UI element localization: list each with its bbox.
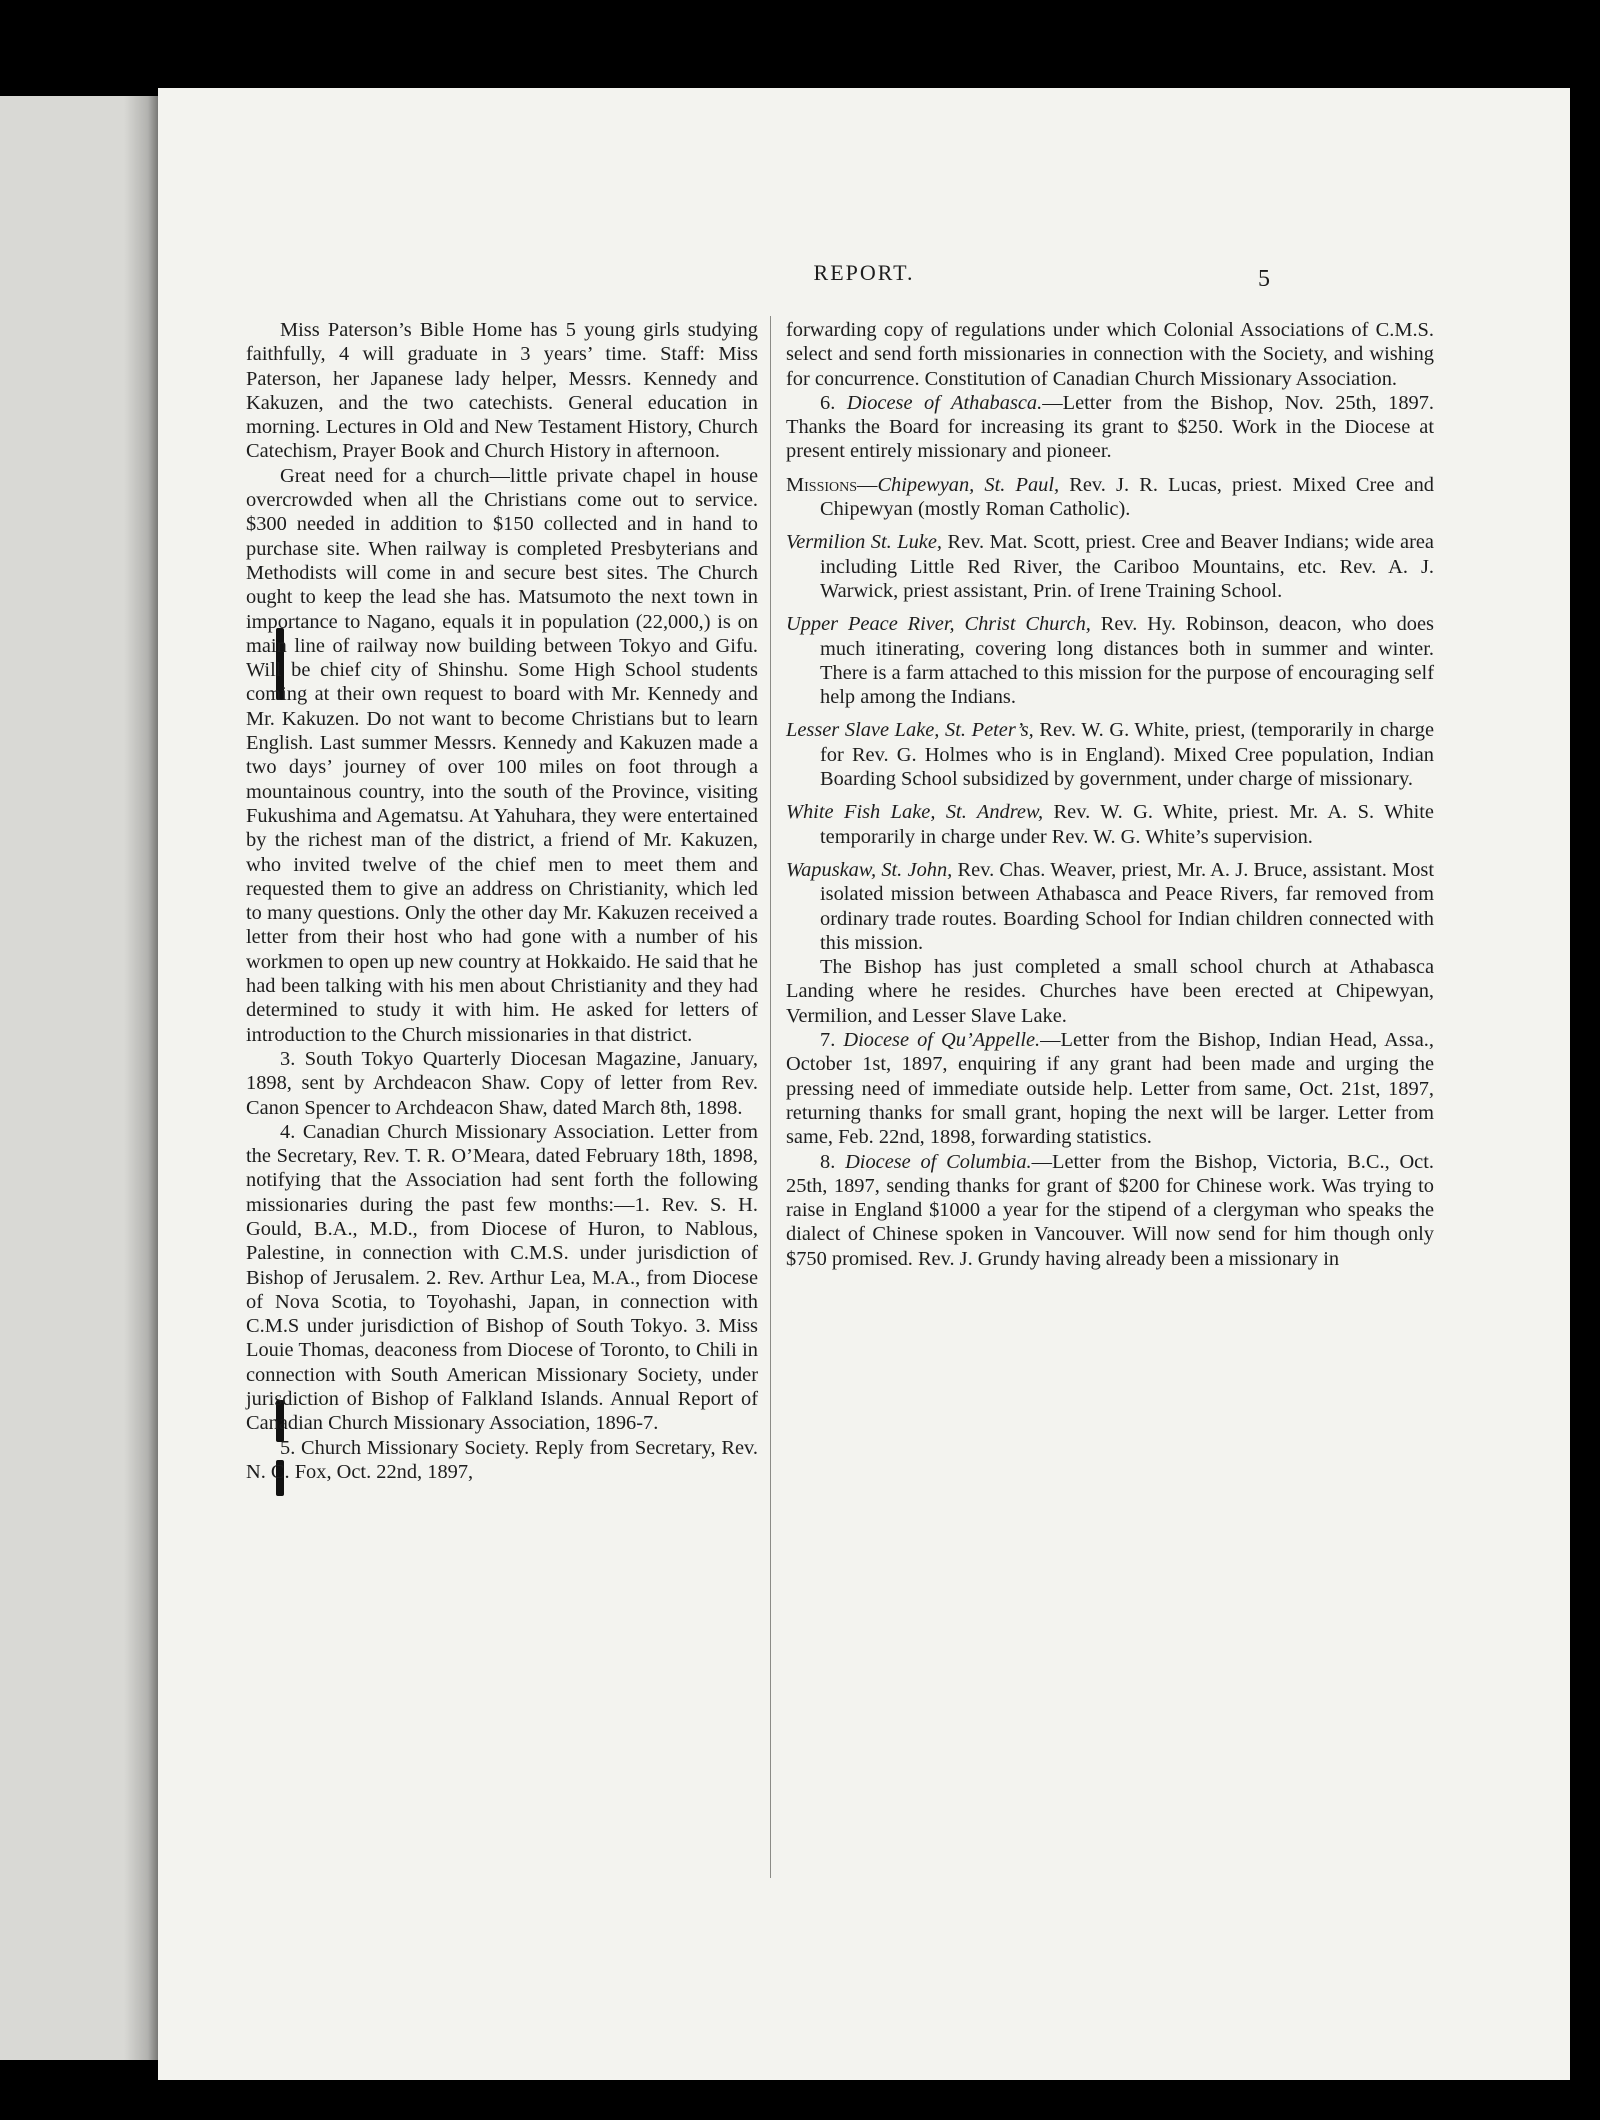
- mission-entry: [786, 530, 1434, 603]
- mission-place: Vermilion St. Luke,: [786, 531, 942, 554]
- mission-entry: [786, 718, 1434, 791]
- paragraph: 4. Canadian Church Missionary Association. Letter from the Secretary, Rev. T. R. O’Meara, dated February 18th, 1898, notifying that the Association had sent forth the following missionaries during the past few months:—1. Rev. S. H. Gould, B.A., M.D., from Diocese of Huron, to Nablous, Palestine, in connection with C.M.S. under jurisdiction of Bishop of Jerusalem. 2. Rev. Arthur Lea, M.A., from Diocese of Nova Scotia, to Toyohashi, Japan, in connection with C.M.S under jurisdiction of Bishop of South Tokyo. 3. Miss Louie Thomas, deaconess from Diocese of Toronto, to Chili in connection with South American Missionary Society, under jurisdiction of Bishop of Falkland Islands. Annual Report of Canadian Church Missionary Association, 1896-7.: [246, 1120, 758, 1435]
- item-number: 7.: [820, 1029, 836, 1052]
- left-column: [246, 318, 758, 1484]
- item-number: 6.: [820, 391, 836, 414]
- mission-place: White Fish Lake, St. Andrew,: [786, 801, 1044, 824]
- mission-text: Rev. W. G. White, priest, (temporarily in charge for Rev. G. Holmes who is in England). Mixed Cree population, Indian Boarding School subsidized by government, under charge of missionary.: [820, 719, 1435, 791]
- mission-text: Rev. Mat. Scott, priest. Cree and Beaver Indians; wide area including Little Red River, the Cariboo Mountains, etc. Rev. A. J. Warwick, priest assistant, Prin. of Irene Training School.: [820, 531, 1434, 602]
- item-number: 8.: [820, 1150, 836, 1173]
- diocese-columbia-paragraph: [786, 1150, 1434, 1271]
- facing-page-edge: [0, 96, 158, 2060]
- paragraph: forwarding copy of regulations under which Colonial Associations of C.M.S. select and send forth missionaries in connection with the Society, and wishing for concurrence. Constitution of Canadian Church Missionary Association.: [786, 319, 1434, 390]
- paragraph-text: —Letter from the Bishop, Nov. 25th, 1897. Thanks the Board for increasing its grant to $250. Work in the Diocese at present entirely missionary and pioneer.: [786, 391, 1434, 463]
- mission-place: Upper Peace River, Christ Church,: [786, 613, 1091, 636]
- diocese-heading: Diocese of Columbia.: [845, 1150, 1032, 1173]
- mission-text: Rev. J. R. Lucas, priest. Mixed Cree and Chipewyan (mostly Roman Catholic).: [820, 473, 1434, 521]
- mission-place: Chipewyan, St. Paul,: [877, 473, 1060, 496]
- mission-text: Rev. Hy. Robinson, deacon, who does much itinerating, covering long distances both in summer and winter. There is a farm attached to this mission for the purpose of encouraging self help among the Indians.: [820, 613, 1434, 709]
- paragraph: 3. South Tokyo Quarterly Diocesan Magazine, January, 1898, sent by Archdeacon Shaw. Copy of letter from Rev. Canon Spencer to Archdeacon Shaw, dated March 8th, 1898.: [246, 1047, 758, 1119]
- paragraph: Great need for a church—little private chapel in house overcrowded when all the Christians come out to service. $300 needed in addition to $150 collected and in hand to purchase site. When railway is completed Presbyterians and Methodists will come in and secure best sites. The Church ought to keep the lead she has. Matsumoto the next town in importance to Nagano, equals it in population (22,000,) is on main line of railway now building between Tokyo and Gifu. Will be chief city of Shinshu. Some High School students coming at their own request to board with Mr. Kennedy and Mr. Kakuzen. Do not want to become Christians but to learn English. Last summer Messrs. Kennedy and Kakuzen made a two days’ journey of over 100 miles on foot through a mountainous country, into the south of the Province, visiting Fukushima and Agematsu. At Yahuhara, they were entertained by the richest man of the district, a friend of Mr. Kakuzen, who invited twelve of the chief men to meet them and requested them to give an address on Christianity, which led to many questions. Only the other day Mr. Kakuzen received a letter from their host who had gone with a number of his workmen to open up new country at Hokkaido. He said that he had been talking with his men about Christianity and they had determined to study it with him. He asked for letters of introduction to the Church missionaries in that district.: [246, 464, 758, 1046]
- diocese-athabasca-paragraph: [786, 391, 1434, 464]
- report-page: [158, 88, 1570, 2080]
- mission-text: Rev. W. G. White, priest. Mr. A. S. White temporarily in charge under Rev. W. G. White’s supervision.: [820, 801, 1434, 848]
- page-number: 5: [1258, 266, 1270, 292]
- diocese-heading: Diocese of Athabasca.: [846, 391, 1043, 414]
- mission-place: Wapuskaw, St. John,: [786, 858, 953, 881]
- paragraph: 5. Church Missionary Society. Reply from Secretary, Rev. N. C. Fox, Oct. 22nd, 1897,: [246, 1436, 758, 1483]
- mission-place: Lesser Slave Lake, St. Peter’s,: [786, 719, 1034, 742]
- running-header: REPORT.: [813, 260, 915, 285]
- mission-entry: [786, 858, 1434, 955]
- missions-label: Missions—: [786, 473, 878, 496]
- paragraph-text: —Letter from the Bishop, Indian Head, Assa., October 1st, 1897, enquiring if any grant had been made and urging the pressing need of immediate outside help. Letter from same, Oct. 21st, 1897, returning thanks for small grant, hoping the next will be larger. Letter from same, Feb. 22nd, 1898, forwarding statistics.: [786, 1029, 1434, 1149]
- mission-entry: [786, 473, 1434, 522]
- mission-entry: [786, 800, 1434, 849]
- diocese-heading: Diocese of Qu’Appelle.: [843, 1029, 1041, 1052]
- column-rule: [770, 316, 771, 1878]
- paragraph: The Bishop has just completed a small school church at Athabasca Landing where he resides. Churches have been erected at Chipewyan, Vermilion, and Lesser Slave Lake.: [786, 956, 1434, 1027]
- right-column: [786, 318, 1434, 1271]
- paragraph: Miss Paterson’s Bible Home has 5 young girls studying faithfully, 4 will graduate in 3 years’ time. Staff: Miss Paterson, her Japanese lady helper, Messrs. Kennedy and Kakuzen, and the two catechists. General education in morning. Lectures in Old and New Testament History, Church Catechism, Prayer Book and Church History in afternoon.: [246, 319, 758, 463]
- paragraph-text: —Letter from the Bishop, Victoria, B.C., Oct. 25th, 1897, sending thanks for grant of $200 for Chinese work. Was trying to raise in England $1000 a year for the stipend of a clergyman who speaks the dialect of Chinese spoken in Vancouver. Will now send for him though only $750 promised. Rev. J. Grundy having already been a missionary in: [786, 1150, 1434, 1270]
- mission-entry: [786, 612, 1434, 709]
- mission-text: Rev. Chas. Weaver, priest, Mr. A. J. Bruce, assistant. Most isolated mission between Athabasca and Peace Rivers, far removed from ordinary trade routes. Boarding School for Indian children connected with this mission.: [820, 858, 1434, 954]
- diocese-quappelle-paragraph: [786, 1028, 1434, 1149]
